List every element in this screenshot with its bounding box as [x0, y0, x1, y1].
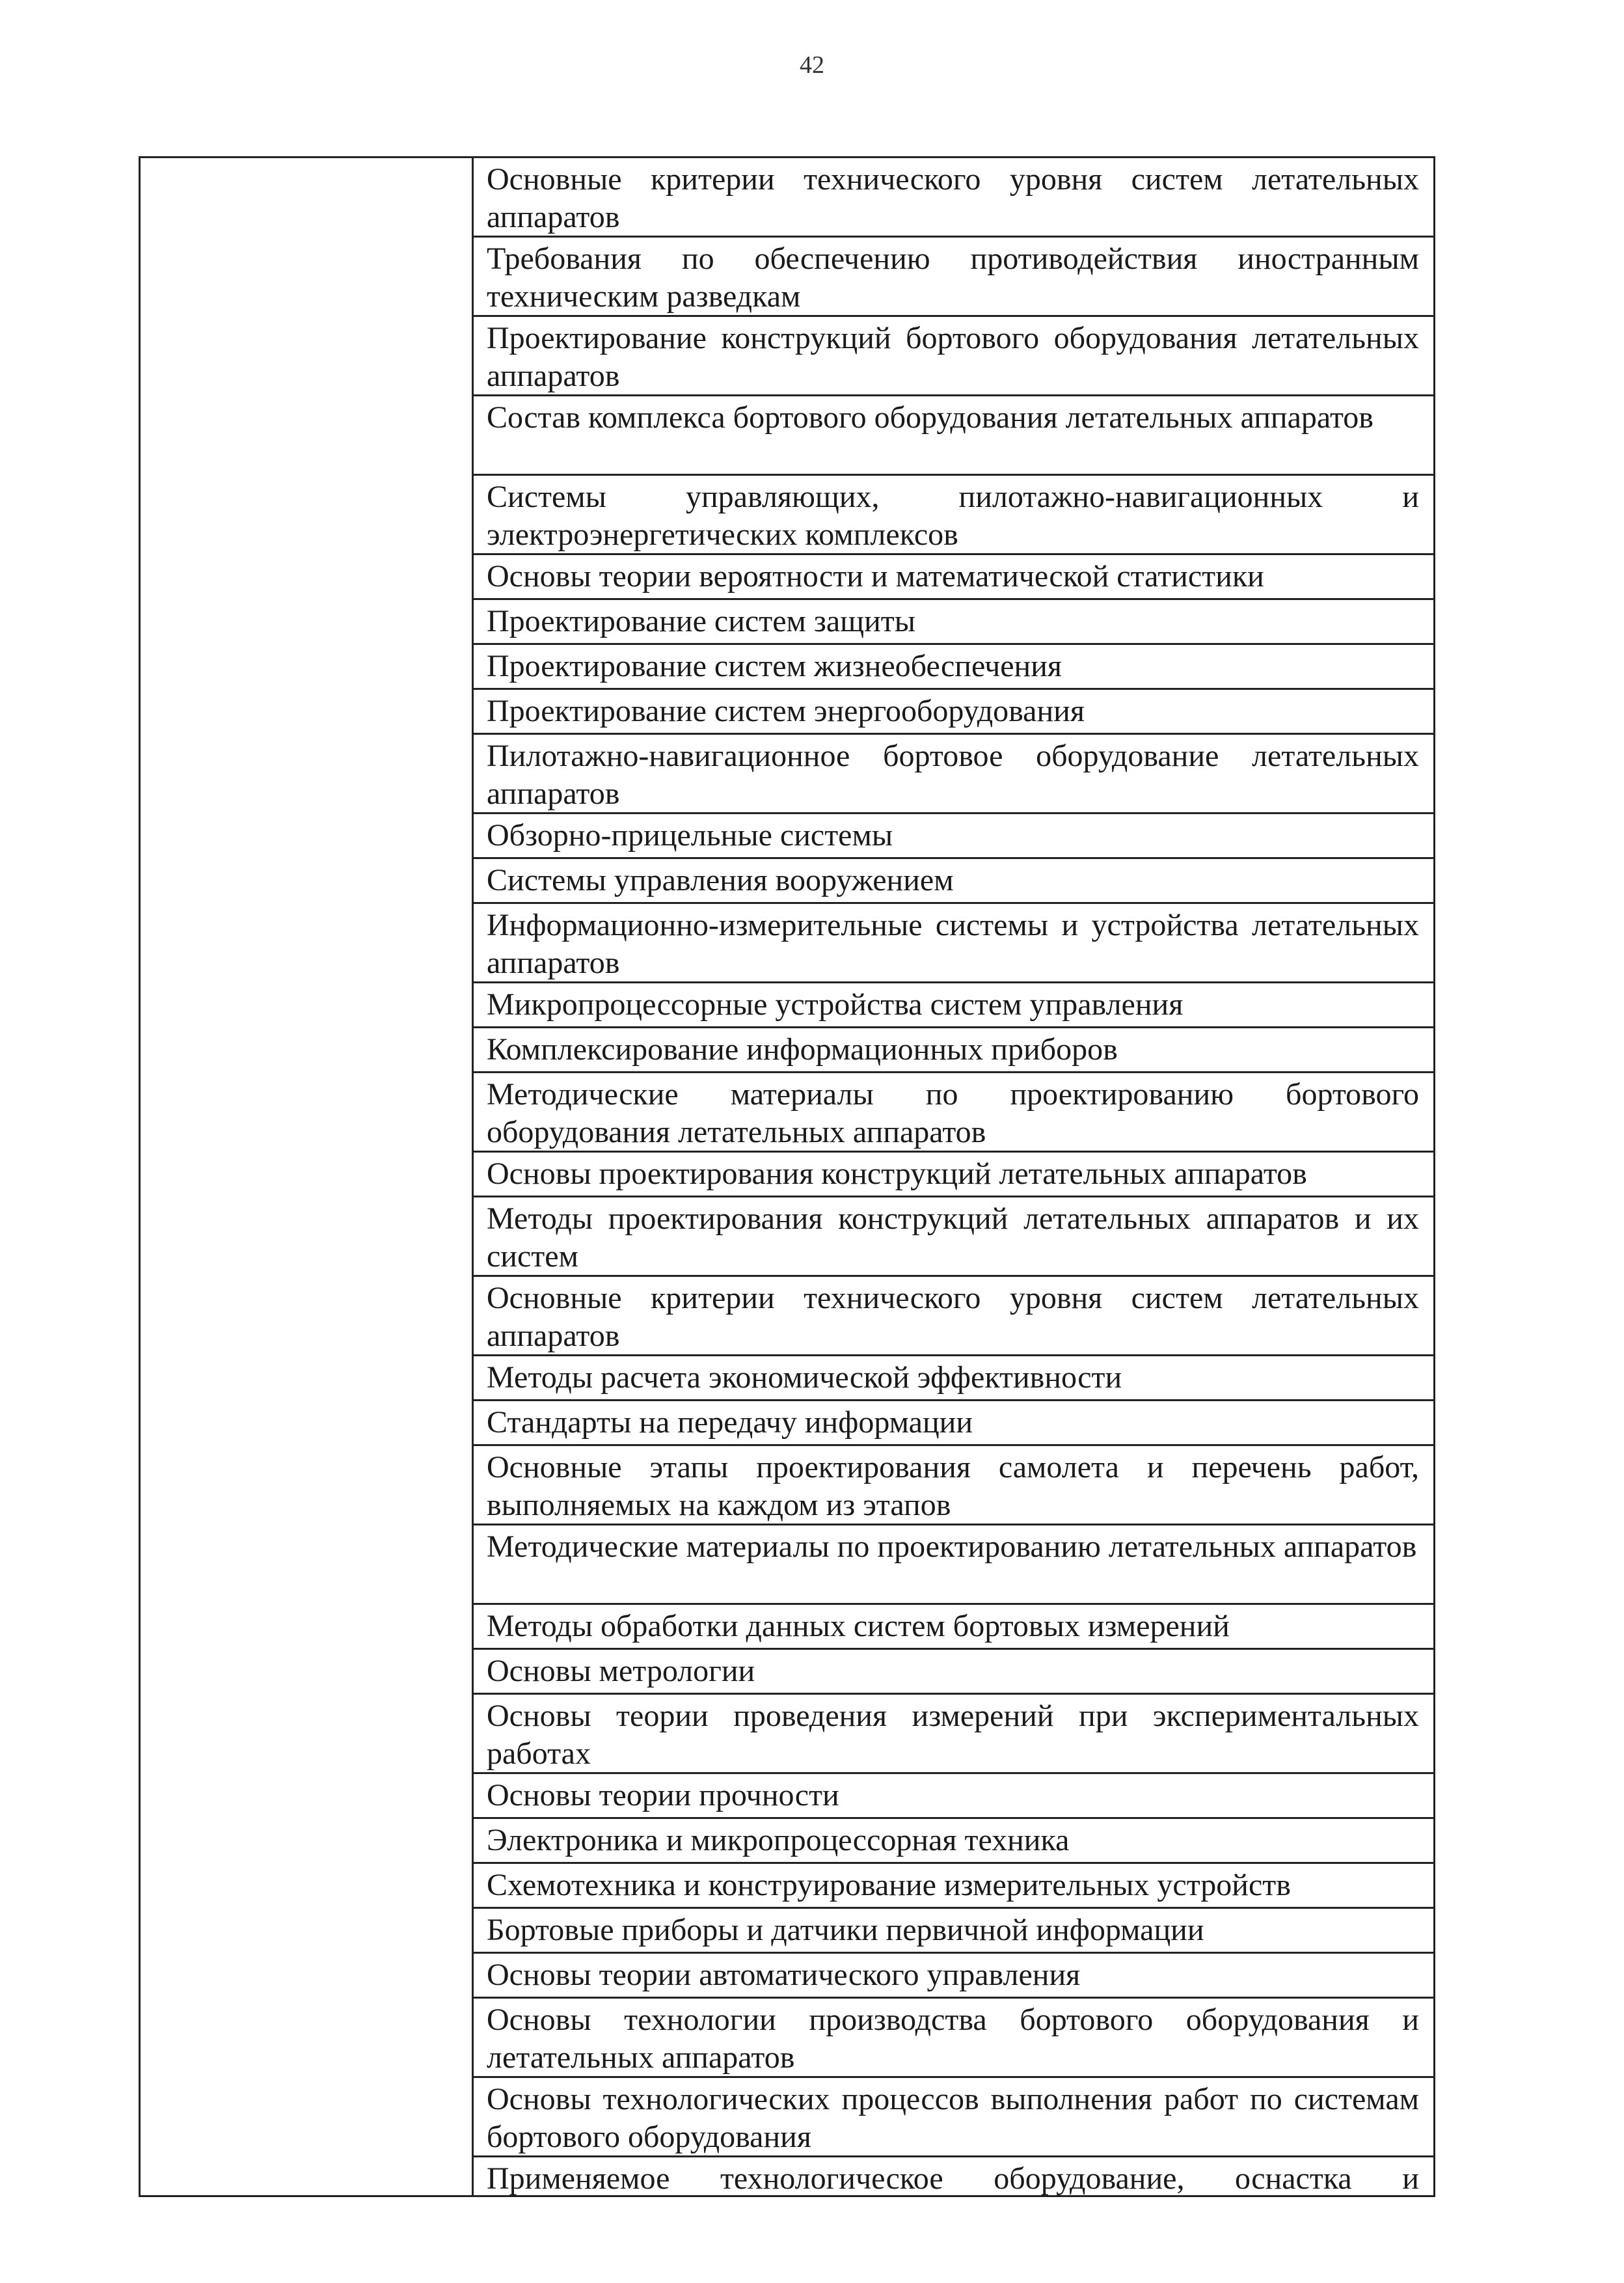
table-row: Проектирование систем энергооборудования — [474, 690, 1433, 735]
table-row: Основы теории прочности — [474, 1774, 1433, 1819]
empty-left-column — [141, 158, 474, 2195]
table-row: Основы проектирования конструкций летательных аппаратов — [474, 1153, 1433, 1197]
table-row: Основы теории проведения измерений при экспериментальных работах — [474, 1695, 1433, 1774]
table-rows — [474, 158, 1433, 2195]
table-row: Основные критерии технического уровня систем летательных аппаратов — [474, 1277, 1433, 1356]
table-row: Схемотехника и конструирование измерительных устройств — [474, 1864, 1433, 1909]
table-row: Методы расчета экономической эффективности — [474, 1356, 1433, 1401]
table-row: Бортовые приборы и датчики первичной информации — [474, 1909, 1433, 1954]
table-row: Проектирование систем защиты — [474, 600, 1433, 645]
table-row: Проектирование систем жизнеобеспечения — [474, 645, 1433, 690]
table-row: Основные критерии технического уровня систем летательных аппаратов — [474, 158, 1433, 238]
table-row: Проектирование конструкций бортового оборудования летательных аппаратов — [474, 317, 1433, 396]
table-row: Основы технологических процессов выполнения работ по системам бортового оборудования — [474, 2078, 1433, 2157]
table-row: Применяемое технологическое оборудование, оснастка и — [487, 2161, 1419, 2196]
table-row: Стандарты на передачу информации — [474, 1401, 1433, 1446]
table-row: Комплексирование информационных приборов — [474, 1028, 1433, 1073]
table-row: Системы управляющих, пилотажно-навигационных и электроэнергетических комплексов — [474, 476, 1433, 555]
table-row: Электроника и микропроцессорная техника — [474, 1819, 1433, 1864]
table-row: Пилотажно-навигационное бортовое оборудование летательных аппаратов — [474, 735, 1433, 814]
table-row: Основы теории автоматического управления — [474, 1954, 1433, 1999]
table-row: Основы метрологии — [474, 1650, 1433, 1695]
table-row: Обзорно-прицельные системы — [474, 814, 1433, 859]
table-row: Основы теории вероятности и математической статистики — [474, 555, 1433, 600]
table-row: Информационно-измерительные системы и устройства летательных аппаратов — [474, 904, 1433, 983]
page-number: 42 — [800, 51, 824, 79]
table-row: Требования по обеспечению противодействия иностранным техническим разведкам — [474, 238, 1433, 317]
table-row: Методы проектирования конструкций летательных аппаратов и их систем — [474, 1197, 1433, 1277]
table-row: Состав комплекса бортового оборудования летательных аппаратов — [474, 396, 1433, 476]
table-row: Методические материалы по проектированию летательных аппаратов — [474, 1525, 1433, 1605]
content-table — [139, 156, 1435, 2197]
table-row: Системы управления вооружением — [474, 859, 1433, 904]
table-row: Основы технологии производства бортового оборудования и летательных аппаратов — [474, 1999, 1433, 2078]
table-row: Методические материалы по проектированию бортового оборудования летательных аппаратов — [474, 1073, 1433, 1153]
table-row: Микропроцессорные устройства систем управления — [474, 983, 1433, 1028]
table-row: Основные этапы проектирования самолета и перечень работ, выполняемых на каждом из этапов — [474, 1446, 1433, 1525]
table-row: Методы обработки данных систем бортовых измерений — [474, 1605, 1433, 1650]
